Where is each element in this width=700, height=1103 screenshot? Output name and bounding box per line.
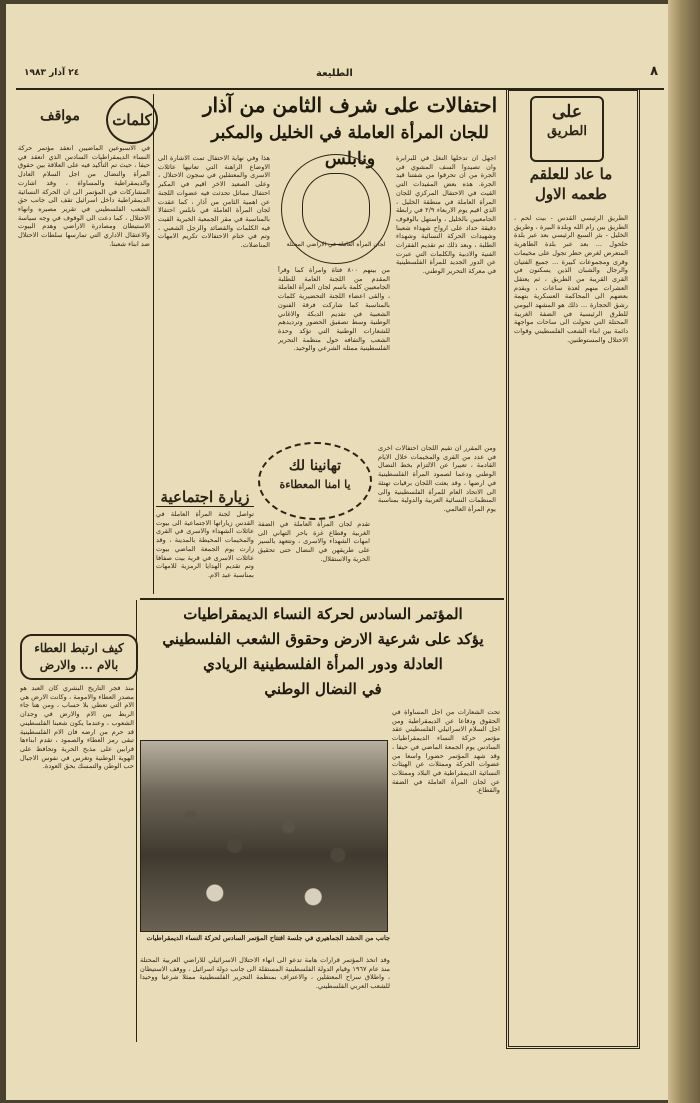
kalimat-body: في الاسبوعين الماضيين انعقد مؤتمر حركة النساء الديمقراطيات السادس الذي انعقد في حيفا ، حيث تم التأكيد فيه على العلاقة بين حقوق المرأة والنضال من اجل السلام العادل والديمقراطية والمساواة ، وقد اشارت المشاركات في المؤتمر الى ان الحركة النسائية الديمقراطية داخل اسرائيل تقف الى جانب حق الشعب الفلسطيني في تقرير مصيره وانهاء الاحتلال ، كما دعت الى الوقوف في وجه سياسة الاستيطان ومصادرة الاراضي وهدم البيوت والاعتقال الاداري التي تمارسها سلطات الاحتلال ضد ابناء شعبنا.: [18, 144, 150, 248]
page-number: ٨: [650, 64, 658, 79]
congress-body-a: تحت الشعارات من اجل المساواة في الحقوق ودفاعا عن الديمقراطية ومن اجل السلام الاسرائيلي الفلسطيني عقد مؤتمر حركة النساء الديمقراطيات السادس يوم الجمعة الماضي في حيفا ، وقد شهد المؤتمر حضورا واسعا من عضوات الحركة وممثلات عن الهيئات النسائية الديمقراطية في البلاد وممثلات عن لجان المرأة العاملة في الضفة والقطاع.: [392, 708, 500, 795]
newspaper-page: [6, 4, 668, 1100]
thanks-line2: يا امنا المعطاءة: [279, 478, 351, 491]
emblem-portrait-icon: [302, 173, 370, 245]
logo-line1: على: [552, 102, 582, 122]
congress-line4: في النضال الوطني: [264, 680, 382, 698]
congress-photo: [140, 740, 388, 932]
main-article-col-d: ومن المقرر ان تقيم اللجان احتفالات اخرى في عدد من القرى والمخيمات خلال الايام القادمة ، تعبيرا عن الالتزام بخط النضال الوطني ودعما لصمود المرأة الفلسطينية في ارضها ، وقد بعثت اللجان برقيات تهنئة الى الاتحاد العام للمرأة الفلسطينية والى المنظمات النسائية العربية والدولية بمناسبة يوم المرأة العالمي.: [378, 444, 496, 513]
thanks-box: [258, 442, 372, 520]
left-column-body: منذ فجر التاريخ البشري كان العبد هو مصدر العطاء والامومة ، وكانت الارض هي الام التي تعطي بلا حساب ، ومن هنا جاء الربط بين الام والارض في وجدان الشعوب ، وعندما يكون شعبنا الفلسطيني قد حرم من ارضه فان الام الفلسطينية تبقى رمز العطاء والصمود ، تقدم ابناءها قرابين على مذبح الحرية وتحافظ على الهوية الوطنية وتغرس في نفوس الاجيال حب الوطن والتمسك بحق العودة.: [20, 684, 134, 771]
issue-date: ٢٤ آذار ١٩٨٣: [24, 68, 80, 78]
ala-altariq-logo: [530, 96, 604, 162]
right-column-headline: ما عاد للعلقم طعمه الاول: [529, 165, 613, 203]
women-committees-emblem: [281, 154, 391, 264]
visit-body: تواصل لجنة المرأة العاملة في القدس زياراتها الاجتماعية الى بيوت عائلات الشهداء والاسرى في القرى والمخيمات المحيطة بالمدينة ، وقد زارت يوم الجمعة الماضي بيوت عائلات الاسرى في قرية بيت صفافا وتم تقديم الهدايا الرمزية للامهات بمناسبة عيد الام.: [156, 510, 254, 579]
logo-line2: الطريق: [547, 124, 587, 139]
congress-line3: العادلة ودور المرأة الفلسطينية الريادي: [203, 655, 443, 673]
main-article-col-b: من بينهم ٨٠٠ فتاة وامرأة كما وقرأ المقدم من اللجنة العامة للطلبة الجامعيين كلمة باسم لجان المرأة العاملة ، والقى اعضاء اللجنة التحضيرية كلمات بالمناسبة كما شاركت فرقة الفنون الشعبية في تقديم الدبكة والاغاني الوطنية وسط تصفيق الحضور وترديدهم للشعارات الوطنية التي تؤكد وحدة الشعب والتفافه حول منظمة التحرير الفلسطينية ممثله الشرعي والوحيد.: [278, 266, 390, 353]
page-edge: [668, 0, 700, 1103]
congress-headline: [144, 602, 502, 702]
congress-line2: يؤكد على شرعية الارض وحقوق الشعب الفلسطيني: [162, 630, 484, 648]
main-headline-line2: للجان المرأة العاملة في الخليل والمكبر ونابلس: [211, 123, 489, 169]
main-article-col-c: هذا وفي نهاية الاحتفال تمت الاشارة الى الاوضاع الراهنة التي تعانيها عائلات الاسرى والمعتقلين في سجون الاحتلال ، وعلى الصعيد الاخر اقيم في المكبر احتفال مماثل تحدثت فيه عضوات اللجنة عن اهمية الثامن من آذار ، كما عقدت لجان المرأة العاملة في نابلس احتفالا بالمناسبة في مقر الجمعية الخيرية القيت فيه الكلمات والقصائد والزجل الشعبي ، وتم في ختام الاحتفالات تكريم الامهات المناضلات.: [158, 154, 270, 250]
visit-title: زيارة اجتماعية: [156, 488, 254, 507]
sub-headline-box: كيف ارتبط العطاء بالام ... والارض: [20, 634, 138, 680]
thanks-body: تقدم لجان المرأة العاملة في الضفة الغربية وقطاع غزة باحر التهاني الى امهات الشهداء والاسرى ، وتتعهد بالسير على طريقهن في النضال حتى تحقيق الحرية والاستقلال.: [258, 520, 370, 563]
section-rule: [140, 598, 504, 600]
kalimat-logo: كلمات: [106, 96, 158, 144]
mawaqif-title: مواقف: [40, 108, 80, 124]
main-article-col-a: اجهل ان تدخلها النغل في للبرابرة وان تصيدوا السف المشوي في الجرة من ان تحرقوا من شفتنا قيد الجرة. هذه بعض المفيدات التي القيت في الاحتفال المركزي للجان المرأة العاملة في منطقة الخليل ، الذي اقيم يوم الاربعاء ٢/٩ في رابطة الجامعيين بالخليل ، واستهل بالوقوف دقيقة حداد على ارواح شهداء شعبنا وشهيدات الحركة النسائية وشهداء الطلبة ، وبعد ذلك تم تقديم الفقرات الفنية والادبية والكلمات التي عبرت عن الدور الجديد للمرأة الفلسطينية في معركة التحرير الوطني.: [396, 154, 496, 276]
left-column-rule: [136, 600, 137, 1042]
congress-line1: المؤتمر السادس لحركة النساء الديمقراطيات: [183, 605, 463, 623]
main-headline-line1: احتفالات على شرف الثامن من آذار: [202, 93, 498, 117]
congress-body-b: وقد اتخذ المؤتمر قرارات هامة تدعو الى انهاء الاحتلال الاسرائيلي للاراضي العربية المحتلة منذ عام ١٩٦٧ وقيام الدولة الفلسطينية المستقلة الى جانب دولة اسرائيل ، ووقف الاستيطان ، واطلاق سراح المعتقلين ، والاعتراف بمنظمة التحرير الفلسطينية ممثلا شرعيا ووحيدا للشعب العربي الفلسطيني.: [140, 956, 390, 991]
right-column-body: الطريق الرئيسي القدس - بيت لحم ، الطريق بين رام الله وبلدة البيرة ، وطريق الخليل - بئر السبع الرئيسي بعد عبر بلدة حلحول ... بعد عبر بلدة الظاهرية المتعرض لغرض حظر تجول على مخيمات وقرى ومجموعات كبيرة ... جميع الفتيان والرجال والشبان الذين يسكنون في القرى القريبة من الطريق ، ثم يعتقل العشرات منهم لعدة ساعات ، ويقدم بعضهم الى المحاكمة العسكرية بتهمة رشق الحجارة ... ذلك هو المشهد اليومي للطرق الرئيسية في الضفة الغربية المحتلة التي تحولت الى ساحات مواجهة دائمة بين ابناء الشعب الفلسطيني وقوات الاحتلال والمستوطنين.: [514, 214, 628, 344]
masthead: [16, 62, 664, 90]
emblem-caption: لجان المرأة العاملة في الاراضي المحتلة: [286, 241, 386, 248]
paper-name: الطليعة: [316, 68, 353, 79]
thanks-line1: تهانينا لك: [288, 458, 342, 474]
photo-caption: جانب من الحشد الجماهيري في جلسة افتتاح المؤتمر السادس لحركة النساء الديمقراطيات: [146, 934, 390, 942]
column-rule: [153, 94, 154, 594]
